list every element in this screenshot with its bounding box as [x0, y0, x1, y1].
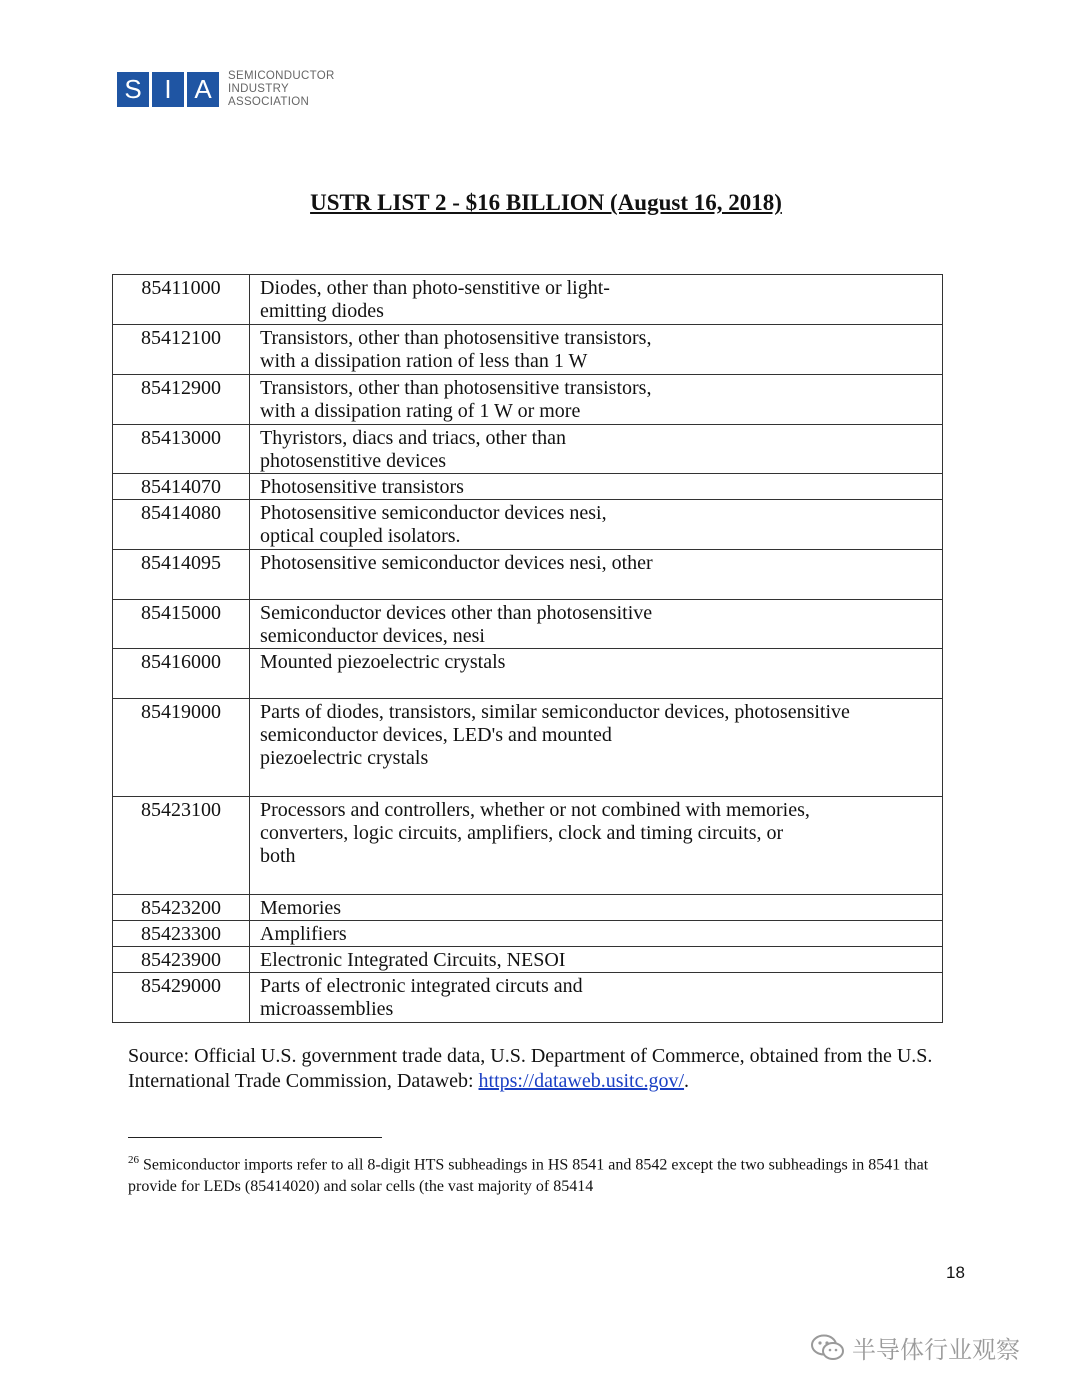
hts-code-cell: 85414070: [113, 474, 250, 500]
description-cell: Parts of electronic integrated circuts and microassemblies: [250, 973, 943, 1023]
hts-code-cell: 85415000: [113, 600, 250, 649]
description-cell: Transistors, other than photosensitive transistors, with a dissipation rating of 1 W or more: [250, 375, 943, 425]
page-number: 18: [946, 1263, 965, 1282]
hts-code-cell: 85423200: [113, 895, 250, 921]
watermark: [810, 1330, 1020, 1365]
watermark-text: 半导体行业观察: [852, 1336, 1020, 1364]
hts-code-cell: 85412900: [113, 375, 250, 425]
hts-code-cell: 85423100: [113, 797, 250, 895]
table-row: [113, 600, 943, 649]
description-cell: Memories: [250, 895, 943, 921]
table-row: [113, 797, 943, 895]
table-row: [113, 325, 943, 375]
footnote-text: Semiconductor imports refer to all 8-digit HTS subheadings in HS 8541 and 8542 except the two subheadings in 8541 that provide for LEDs (85414020) and solar cells (the vast majority of 85414: [128, 1156, 929, 1196]
table-row: [113, 699, 943, 797]
description-cell: Mounted piezoelectric crystals: [250, 649, 943, 699]
footnote-divider: [128, 1137, 382, 1138]
hts-code-cell: 85423900: [113, 947, 250, 973]
sia-logo: [117, 70, 335, 109]
table-row: [113, 275, 943, 325]
hts-code-table: [112, 274, 943, 1023]
hts-code-cell: 85414095: [113, 550, 250, 600]
hts-code-cell: 85419000: [113, 699, 250, 797]
table-row: [113, 649, 943, 699]
description-cell: Amplifiers: [250, 921, 943, 947]
logo-word: INDUSTRY: [228, 83, 289, 95]
source-text: Source: Official U.S. government trade data, U.S. Department of Commerce, obtained from the U.S. International Trade Commission, Dataweb:: [128, 1045, 933, 1092]
table-row: [113, 474, 943, 500]
source-period: .: [684, 1069, 690, 1092]
hts-code-cell: 85429000: [113, 973, 250, 1023]
hts-code-cell: 85423300: [113, 921, 250, 947]
table-row: [113, 973, 943, 1023]
footnote-number: 26: [128, 1154, 139, 1166]
table-body: [113, 275, 943, 1023]
description-cell: Photosensitive semiconductor devices nesi, optical coupled isolators.: [250, 500, 943, 550]
page-title: USTR LIST 2 - $16 BILLION (August 16, 2018): [310, 190, 782, 215]
logo-wordmark: [228, 70, 335, 109]
description-cell: Processors and controllers, whether or not combined with memories, converters, logic circuits, amplifiers, clock and timing circuits, or both: [250, 797, 943, 895]
logo-mark: [117, 72, 222, 107]
description-cell: Electronic Integrated Circuits, NESOI: [250, 947, 943, 973]
table-row: [113, 500, 943, 550]
table-row: [113, 921, 943, 947]
source-note: [128, 1044, 958, 1093]
description-cell: Thyristors, diacs and triacs, other than photosenstitive devices: [250, 425, 943, 474]
logo-word: ASSOCIATION: [228, 96, 310, 108]
description-cell: Transistors, other than photosensitive transistors, with a dissipation ration of less than 1 W: [250, 325, 943, 375]
dataweb-link[interactable]: https://dataweb.usitc.gov/: [478, 1069, 685, 1092]
description-cell: Parts of diodes, transistors, similar semiconductor devices, photosensitive semiconductor devices, LED's and mounted piezoelectric crystals: [250, 699, 943, 797]
table-row: [113, 947, 943, 973]
logo-letter-i: I: [152, 72, 184, 107]
table-row: [113, 895, 943, 921]
hts-code-cell: 85412100: [113, 325, 250, 375]
description-cell: Photosensitive semiconductor devices nesi, other: [250, 550, 943, 600]
logo-word: SEMICONDUCTOR: [228, 70, 335, 82]
description-cell: Photosensitive transistors: [250, 474, 943, 500]
table-row: [113, 425, 943, 474]
logo-letter-a: A: [187, 72, 219, 107]
description-cell: Diodes, other than photo-senstitive or light- emitting diodes: [250, 275, 943, 325]
hts-code-cell: 85416000: [113, 649, 250, 699]
logo-letter-s: S: [117, 72, 149, 107]
hts-code-cell: 85413000: [113, 425, 250, 474]
description-cell: Semiconductor devices other than photosensitive semiconductor devices, nesi: [250, 600, 943, 649]
table-row: [113, 375, 943, 425]
table-row: [113, 550, 943, 600]
hts-code-cell: 85411000: [113, 275, 250, 325]
footnote: [128, 1149, 948, 1198]
wechat-icon: [810, 1333, 846, 1363]
hts-code-cell: 85414080: [113, 500, 250, 550]
